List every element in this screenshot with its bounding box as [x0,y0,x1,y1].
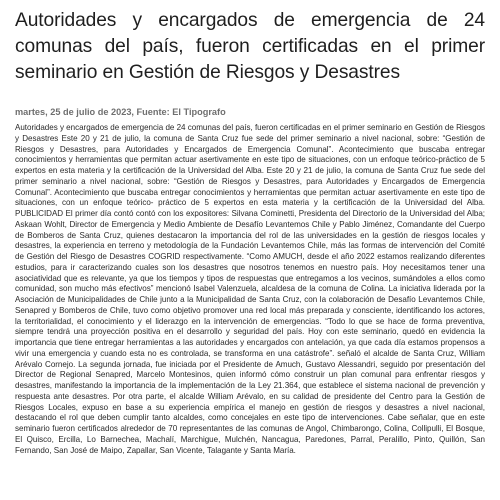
article-title: Autoridades y encargados de emergencia de 24 comunas del país, fueron certificadas en el primer seminario en Gestión de Riesgos y Desastres [15,10,485,83]
article-body: Autoridades y encargados de emergencia de 24 comunas del país, fueron certificadas en el primer seminario en Gestión de Riesgos y Desastres Este 20 y 21 de julio, la comuna de Santa Cruz fue sede del primer seminario a nivel nacional, sobre: “Gestión de Riesgos y Desastres, para Autoridades y Encargados de Emergencia Comunal”. Acontecimiento que buscaba entregar conocimientos y herramientas que permitan actuar asertivamente en este tipo de situaciones, con un enfoque teórico-práctico de 5 expertos en esta materia y la certificación de la Universidad del Alba. Este 20 y 21 de julio, la comuna de Santa Cruz fue sede del primer seminario a nivel nacional, sobre: “Gestión de Riesgos y Desastres, para Autoridades y Encargados de Emergencia Comunal”. Acontecimiento que buscaba entregar conocimientos y herramientas que permitan actuar asertivamente en este tipo de situaciones, con un enfoque teórico- práctico de 5 expertos en esta materia y la certificación de la Universidad del Alba. PUBLICIDAD El primer día contó contó con los expositores: Silvana Cominetti, Presidenta del Directorio de la Universidad del Alba; Askaan Wohlt, Director de Emergencia y Medio Ambiente de Desafío Levantemos Chile y Pablo Jiménez, Comandante del Cuerpo de Bomberos de Santa Cruz, quienes destacaron la importancia del rol de las universidades en la gestión de riesgos locales y desastres, la experiencia en terreno y metodología de la Fundación Levantemos Chile, más las formas de intervención del Comité de Gestión del Riesgo de Desastres COGRID respectivamente. “Como AMUCH, desde el año 2022 estamos realizando diferentes estudios, para ir caracterizando cuales son los desastres que nosotros tenemos en nuestro país. Hoy necesitamos tener una asociatividad que es relevante, ya que los tiempos y tipos de respuestas que entregamos a los vecinos, sumándoles a ellos como comunidad, son mucho más efectivos” mencionó Isabel Valenzuela, alcaldesa de la comuna de Colina. La iniciativa liderada por la Asociación de Municipalidades de Chile junto a la Municipalidad de Santa Cruz, con la colaboración de Desafío Levantemos Chile, Senapred y Bomberos de Chile, tuvo como objetivo promover una red local más preparada y consciente, identificando los actores, la territorialidad, el conocimiento y el liderazgo en la intervención de emergencias. “Todo lo que se hace de forma preventiva, siempre tendrá una proyección positiva en el desarrollo y seguridad del país. Hoy con este seminario, quedó en evidencia la importancia que tiene entregar herramientas a las autoridades y encargados con antelación, ya que cada día estamos propensos a vivir una emergencia y cuando esta no es controlada, se transforma en una catástrofe”. señaló el alcalde de Santa Cruz, William Arévalo Cornejo. La segunda jornada, fue iniciada por el Presidente de Amuch, Gustavo Alessandri, seguido por presentación del Director de Regional Senapred, Marcelo Montesinos, quien informó cómo construir un plan comunal para enfrentar riesgos y desastres, manifestando la importancia de la implementación de la Ley 21.364, que establece el sistema nacional de prevención y respuesta ante desastres. Por otra parte, el alcalde William Arévalo, en su calidad de presidente del Centro para la Gestión de Riesgos Locales, expuso en base a su experiencia empírica el manejo en gestión de riesgos y desastres a nivel nacional, destacando el rol que deben cumplir tanto alcaldes, como concejales en este tipo de intervenciones. Cabe señalar, que en este seminario fueron certificados alrededor de 70 representantes de las comunas de Angol, Chimbarongo, Colina, Collipulli, El Bosque, El Quisco, Ercilla, Lo Barnechea, Machalí, Marchigue, Mulchén, Nancagua, Paredones, Parral, Peralillo, Pinto, Quillón, San Fernando, San José de Maipo, Zapallar, San Vicente, Talagante y Santa María. [15,123,485,455]
article-date-source: martes, 25 de julio de 2023, Fuente: El Tipografo [15,107,226,117]
